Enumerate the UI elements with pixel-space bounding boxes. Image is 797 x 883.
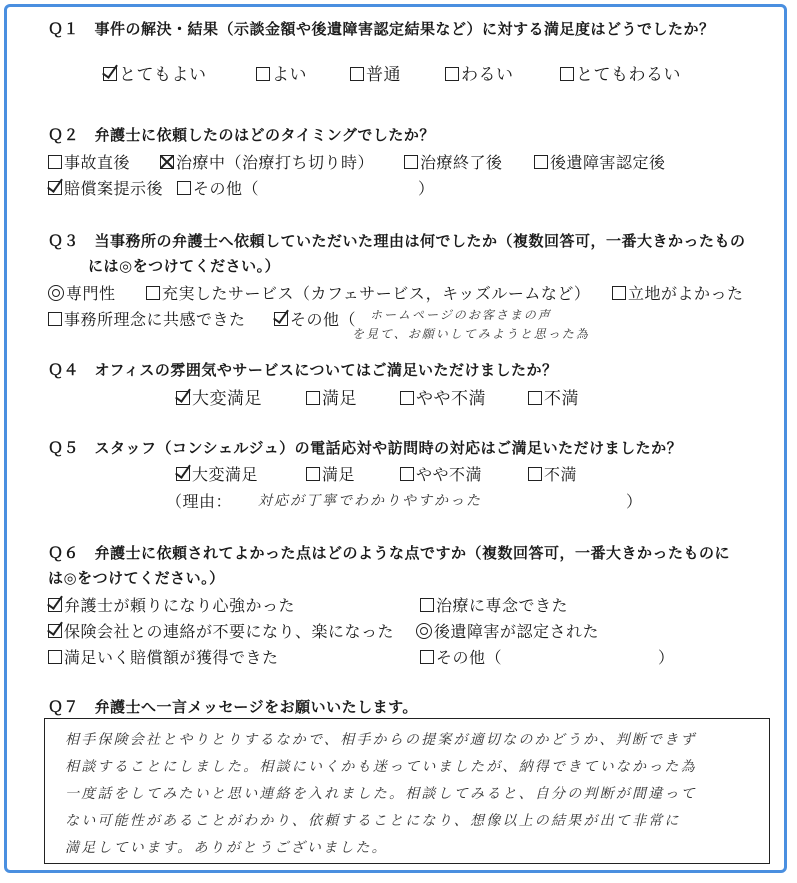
q3-option-location[interactable]: 立地がよかった	[612, 281, 744, 304]
q2-question: Ｑ２ 弁護士に依頼したのはどのタイミングでしたか？	[48, 126, 435, 144]
q6-other-close: ）	[658, 648, 675, 667]
q3-handwritten-line2: を見て、お願いしてみようと思った為	[352, 327, 590, 341]
checkbox-icon[interactable]	[306, 467, 320, 481]
q6-option-focus-treatment[interactable]: 治療に専念できた	[420, 593, 568, 616]
q5-reason-close: ）	[626, 492, 643, 511]
message-line-3: 一度話をしてみたいと思い連絡を入れました。相談してみると、自分の判断が間違って	[65, 786, 697, 802]
message-line-1: 相手保険会社とやりとりするなかで、相手からの提案が適切なのかどうか、判断できず	[65, 732, 697, 748]
checkbox-checked-icon[interactable]	[176, 467, 190, 481]
checkbox-icon[interactable]	[350, 67, 364, 81]
q5-reason-label: （理由：	[166, 492, 233, 511]
double-circle-icon[interactable]	[48, 285, 64, 301]
checkbox-icon[interactable]	[177, 181, 191, 195]
checkbox-icon[interactable]	[612, 286, 626, 300]
checkbox-icon[interactable]	[404, 155, 418, 169]
q3-option-philosophy[interactable]: 事務所理念に共感できた	[48, 307, 246, 330]
q2-option-right-after[interactable]: 事故直後	[48, 150, 130, 173]
q4-option-dissatisfied[interactable]: 不満	[528, 384, 579, 409]
q4-option-satisfied[interactable]: 満足	[306, 384, 357, 409]
q1-option-bad[interactable]: わるい	[445, 60, 514, 85]
q1-option-very-bad[interactable]: とてもわるい	[560, 60, 681, 85]
checkbox-checked-icon[interactable]	[103, 67, 117, 81]
q6-question-line1: Ｑ６ 弁護士に依頼されてよかった点はどのような点ですか（複数回答可，一番大きかったものに	[48, 544, 731, 562]
q2-other-close: ）	[418, 179, 435, 198]
q1-question: Ｑ１ 事件の解決・結果（示談金額や後遺障害認定結果など）に対する満足度はどうでしたか？	[48, 20, 715, 38]
checkbox-crossed-icon[interactable]	[160, 155, 174, 169]
q5-reason-text: 対応が丁寧でわかりやすかった	[258, 493, 482, 509]
q6-option-no-insurer-contact[interactable]: 保険会社との連絡が不要になり、楽になった	[48, 619, 394, 642]
checkbox-checked-icon[interactable]	[48, 181, 62, 195]
double-circle-icon[interactable]	[416, 623, 432, 639]
checkbox-checked-icon[interactable]	[176, 391, 190, 405]
checkbox-checked-icon[interactable]	[48, 598, 62, 612]
checkbox-icon[interactable]	[400, 391, 414, 405]
q1-option-very-good[interactable]: とてもよい	[103, 60, 207, 85]
checkbox-icon[interactable]	[146, 286, 160, 300]
q3-question-line1: Ｑ３ 当事務所の弁護士へ依頼していただいた理由は何でしたか（複数回答可，一番大きかったもの	[48, 232, 746, 250]
q3-option-expertise[interactable]: 専門性	[48, 281, 116, 304]
checkbox-icon[interactable]	[534, 155, 548, 169]
q5-question: Ｑ５ スタッフ（コンシェルジュ）の電話応対や訪問時の対応はご満足いただけましたか？	[48, 439, 683, 457]
checkbox-icon[interactable]	[528, 391, 542, 405]
q6-option-other[interactable]: その他（	[420, 645, 502, 668]
q2-option-other[interactable]: その他（	[177, 176, 259, 199]
checkbox-icon[interactable]	[48, 312, 62, 326]
q2-option-after-offer[interactable]: 賠償案提示後	[48, 176, 163, 199]
checkbox-icon[interactable]	[420, 650, 434, 664]
q7-question: Ｑ７ 弁護士へ一言メッセージをお願いいたします。	[48, 698, 418, 716]
q4-question: Ｑ４ オフィスの雰囲気やサービスについてはご満足いただけましたか？	[48, 361, 558, 379]
q5-option-very-satisfied[interactable]: 大変満足	[176, 462, 258, 485]
q4-option-somewhat-dissatisfied[interactable]: やや不満	[400, 384, 486, 409]
q6-question-line2: は◎をつけてください。）	[48, 569, 225, 587]
q1-option-normal[interactable]: 普通	[350, 60, 401, 85]
message-line-5: 満足しています。ありがとうございました。	[65, 840, 388, 856]
q2-option-after-treatment[interactable]: 治療終了後	[404, 150, 503, 173]
q3-question-line2: には◎をつけてください。）	[88, 257, 281, 275]
message-line-2: 相談することにしました。相談にいくかも迷っていましたが、納得できていなかった為	[65, 759, 697, 775]
q3-handwritten-line1: ホームページのお客さまの声	[370, 308, 552, 322]
checkbox-checked-icon[interactable]	[274, 312, 288, 326]
message-line-4: ない可能性があることがわかり、依頼することになり、想像以上の結果が出て非常に	[65, 813, 681, 829]
checkbox-icon[interactable]	[528, 467, 542, 481]
q3-option-services[interactable]: 充実したサービス（カフェサービス，キッズルームなど）	[146, 281, 590, 304]
checkbox-icon[interactable]	[306, 391, 320, 405]
q2-option-after-certification[interactable]: 後遺障害認定後	[534, 150, 666, 173]
checkbox-icon[interactable]	[48, 155, 62, 169]
checkbox-icon[interactable]	[560, 67, 574, 81]
checkbox-icon[interactable]	[48, 650, 62, 664]
checkbox-icon[interactable]	[256, 67, 270, 81]
q1-option-good[interactable]: よい	[256, 60, 307, 85]
checkbox-icon[interactable]	[445, 67, 459, 81]
q5-option-dissatisfied[interactable]: 不満	[528, 462, 577, 485]
q5-option-satisfied[interactable]: 満足	[306, 462, 355, 485]
q6-option-certified[interactable]: 後遺障害が認定された	[416, 619, 599, 642]
q3-option-other[interactable]: その他（	[274, 307, 356, 330]
q4-option-very-satisfied[interactable]: 大変満足	[176, 384, 262, 409]
q5-option-somewhat-dissatisfied[interactable]: やや不満	[400, 462, 482, 485]
q6-option-reliable[interactable]: 弁護士が頼りになり心強かった	[48, 593, 295, 616]
message-box[interactable]	[44, 718, 770, 864]
checkbox-icon[interactable]	[420, 598, 434, 612]
q6-option-compensation[interactable]: 満足いく賠償額が獲得できた	[48, 645, 279, 668]
q2-option-during-treatment[interactable]: 治療中（治療打ち切り時）	[160, 150, 374, 173]
checkbox-icon[interactable]	[400, 467, 414, 481]
checkbox-checked-icon[interactable]	[48, 624, 62, 638]
